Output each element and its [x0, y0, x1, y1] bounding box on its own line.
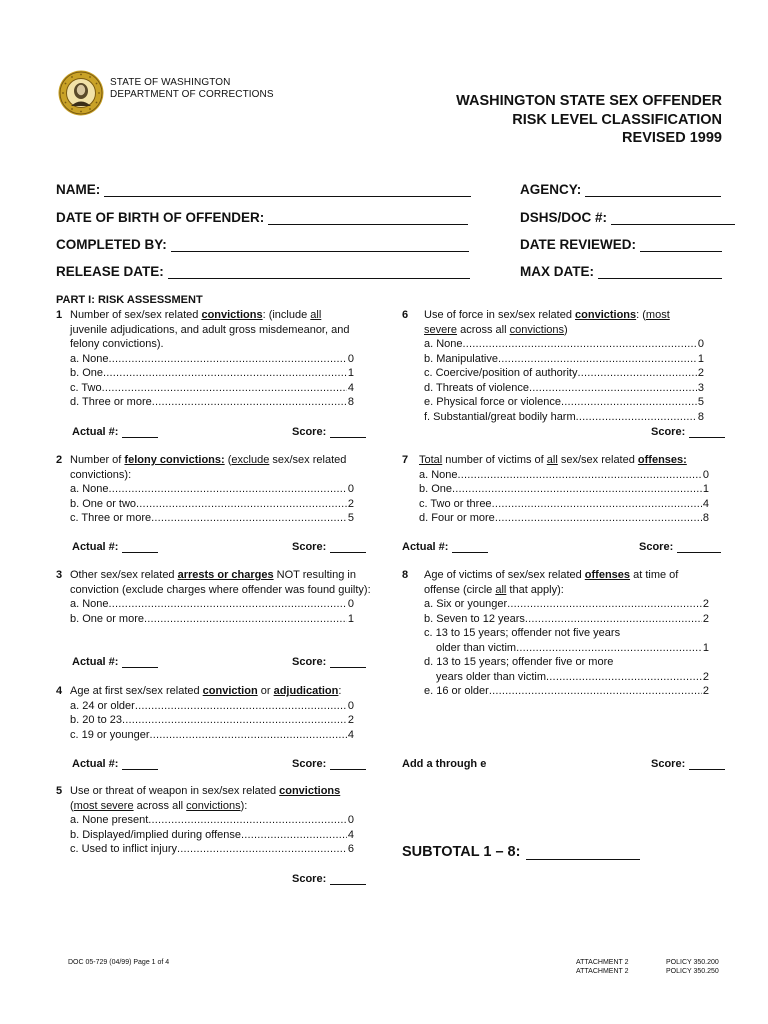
option-row[interactable]: b. Displayed/implied during offense ..... 4 — [70, 828, 354, 843]
question-2 — [56, 453, 354, 526]
option-row[interactable]: c. Used to inflict injury ..... 6 — [70, 842, 354, 857]
part-1-heading: PART I: RISK ASSESSMENT — [56, 294, 203, 306]
agency-line[interactable] — [585, 183, 721, 197]
option-row[interactable]: c. 19 or younger ..... 4 — [70, 728, 354, 743]
option-row[interactable]: d. Three or more ..... 8 — [70, 395, 354, 410]
option-row[interactable]: d. Threats of violence ..... 3 — [424, 381, 704, 396]
q2-actual-field[interactable]: Actual #: — [72, 539, 158, 553]
question-text: Use of force in sex/sex related convictions: (most severe across all convictions) — [424, 309, 670, 336]
actual-blank[interactable] — [122, 542, 158, 553]
question-number: 4 — [56, 685, 63, 697]
completed-by-line[interactable] — [171, 238, 469, 252]
q7-actual-field[interactable]: Actual #: — [402, 539, 488, 553]
date-reviewed-line[interactable] — [640, 238, 722, 252]
subtotal-field[interactable] — [402, 842, 640, 860]
question-1 — [56, 308, 354, 410]
score-blank[interactable] — [330, 759, 366, 770]
question-text: Number of felony convictions: (exclude sex/sex related convictions): — [70, 454, 347, 481]
dob-label: DATE OF BIRTH OF OFFENDER: — [56, 210, 265, 225]
date-reviewed-label: DATE REVIEWED: — [520, 237, 637, 252]
actual-blank[interactable] — [122, 657, 158, 668]
actual-blank[interactable] — [122, 427, 158, 438]
question-6 — [402, 308, 704, 424]
q4-score-field[interactable]: Score: — [292, 756, 366, 770]
option-row[interactable]: years older than victim ..... 2 — [424, 670, 709, 685]
option-row[interactable]: a. Six or younger ..... 2 — [424, 597, 709, 612]
question-number: 7 — [402, 454, 409, 466]
footer-policies: POLICY 350.200 POLICY 350.250 — [666, 959, 719, 975]
name-line[interactable] — [104, 183, 471, 197]
option-row[interactable]: b. One or more ..... 1 — [70, 612, 354, 627]
name-label: NAME: — [56, 182, 101, 197]
question-7 — [402, 453, 709, 526]
option-row[interactable]: a. None ..... 0 — [70, 597, 354, 612]
question-number: 8 — [402, 569, 409, 581]
title-line-3: REVISED 1999 — [622, 130, 722, 146]
option-row[interactable]: b. One ..... 1 — [70, 366, 354, 381]
q5-score-field[interactable]: Score: — [292, 871, 366, 885]
option-row[interactable]: e. 16 or older ..... 2 — [424, 684, 709, 699]
agency-name — [110, 77, 274, 101]
option-row[interactable]: e. Physical force or violence ..... 5 — [424, 395, 704, 410]
footer-attachments: ATTACHMENT 2 ATTACHMENT 2 — [576, 959, 629, 975]
q3-actual-field[interactable]: Actual #: — [72, 654, 158, 668]
question-number: 6 — [402, 309, 409, 321]
footer-doc-number: DOC 05-729 (04/99) Page 1 of 4 — [68, 959, 170, 966]
form-title — [456, 92, 722, 148]
dob-field[interactable] — [56, 207, 468, 225]
option-row[interactable]: a. None present ..... 0 — [70, 813, 354, 828]
q1-actual-field[interactable]: Actual #: — [72, 424, 158, 438]
option-row[interactable]: c. Coercive/position of authority ..... 2 — [424, 366, 704, 381]
question-number: 3 — [56, 569, 63, 581]
dob-line[interactable] — [268, 211, 468, 225]
score-blank[interactable] — [689, 427, 725, 438]
release-date-label: RELEASE DATE: — [56, 264, 164, 279]
score-blank[interactable] — [330, 427, 366, 438]
option-row[interactable]: c. Two ..... 4 — [70, 381, 354, 396]
option-row[interactable]: c. Two or three ..... 4 — [419, 497, 709, 512]
question-text: Age of victims of sex/sex related offenses at time of offense (circle all that apply): — [424, 569, 679, 596]
washington-state-seal-icon — [58, 70, 104, 116]
max-date-label: MAX DATE: — [520, 264, 594, 279]
option-row[interactable]: older than victim ..... 1 — [424, 641, 709, 656]
score-blank[interactable] — [330, 874, 366, 885]
release-date-line[interactable] — [168, 265, 470, 279]
completed-by-field[interactable] — [56, 234, 469, 252]
agency-line-2: DEPARTMENT OF CORRECTIONS — [110, 89, 274, 100]
question-8 — [402, 568, 709, 699]
option-row[interactable]: f. Substantial/great bodily harm ..... 8 — [424, 410, 704, 425]
dshs-field[interactable] — [520, 207, 735, 225]
release-date-field[interactable] — [56, 261, 470, 279]
option-row[interactable]: b. Seven to 12 years ..... 2 — [424, 612, 709, 627]
q8-add-label: Add a through e — [402, 758, 487, 770]
score-blank[interactable] — [677, 542, 721, 553]
question-4 — [56, 684, 354, 742]
option-row[interactable]: b. 20 to 23 ..... 2 — [70, 713, 354, 728]
q1-score-field[interactable]: Score: — [292, 424, 366, 438]
q2-score-field[interactable]: Score: — [292, 539, 366, 553]
actual-blank[interactable] — [452, 542, 488, 553]
score-blank[interactable] — [330, 542, 366, 553]
question-number: 5 — [56, 785, 63, 797]
option-row[interactable]: a. 24 or older ..... 0 — [70, 699, 354, 714]
score-blank[interactable] — [330, 657, 366, 668]
question-3 — [56, 568, 376, 626]
option-row[interactable]: a. None ..... 0 — [70, 352, 354, 367]
subtotal-blank[interactable] — [526, 845, 640, 860]
question-number: 2 — [56, 454, 63, 466]
option-row[interactable]: a. None ..... 0 — [419, 468, 709, 483]
question-text: Age at first sex/sex related conviction or adjudication: — [70, 685, 342, 697]
title-line-2: RISK LEVEL CLASSIFICATION — [512, 111, 722, 128]
dshs-label: DSHS/DOC #: — [520, 210, 608, 225]
option-row[interactable]: b. One or two ..... 2 — [70, 497, 354, 512]
option-row[interactable]: c. Three or more ..... 5 — [70, 511, 354, 526]
max-date-field[interactable] — [520, 261, 722, 279]
option-row[interactable]: c. 13 to 15 years; offender not five years — [424, 627, 621, 639]
title-line-1: WASHINGTON STATE SEX OFFENDER — [456, 93, 722, 109]
agency-field[interactable] — [520, 179, 721, 197]
question-text: Other sex/sex related arrests or charges NOT resulting in conviction (exclude charges where offender was found guilty): — [70, 569, 371, 596]
max-date-line[interactable] — [598, 265, 722, 279]
question-text: Use or threat of weapon in sex/sex related convictions (most severe across all convictions): — [70, 785, 341, 812]
agency-line-1: STATE OF WASHINGTON — [110, 77, 231, 88]
question-text: Total number of victims of all sex/sex related offenses: — [419, 454, 687, 466]
q8-score-field[interactable]: Score: — [651, 756, 725, 770]
actual-blank[interactable] — [122, 759, 158, 770]
name-field[interactable] — [56, 179, 471, 197]
agency-label: AGENCY: — [520, 182, 582, 197]
score-blank[interactable] — [689, 759, 725, 770]
question-5 — [56, 784, 382, 857]
option-row[interactable]: d. 13 to 15 years; offender five or more — [424, 656, 614, 668]
option-row[interactable]: a. None ..... 0 — [424, 337, 704, 352]
q3-score-field[interactable]: Score: — [292, 654, 366, 668]
option-row[interactable]: b. Manipulative ..... 1 — [424, 352, 704, 367]
q4-actual-field[interactable]: Actual #: — [72, 756, 158, 770]
q6-score-field[interactable]: Score: — [651, 424, 725, 438]
option-row[interactable]: d. Four or more ..... 8 — [419, 511, 709, 526]
question-number: 1 — [56, 309, 63, 321]
option-row[interactable]: b. One ..... 1 — [419, 482, 709, 497]
dshs-line[interactable] — [611, 211, 735, 225]
subtotal-label: SUBTOTAL 1 – 8: — [402, 844, 521, 860]
date-reviewed-field[interactable] — [520, 234, 722, 252]
option-row[interactable]: a. None ..... 0 — [70, 482, 354, 497]
q7-score-field[interactable]: Score: — [639, 539, 721, 553]
question-text: Number of sex/sex related convictions: (include all juvenile adjudications, and adult gross misdemeanor, and felony convictions). — [70, 309, 350, 350]
completed-by-label: COMPLETED BY: — [56, 237, 167, 252]
